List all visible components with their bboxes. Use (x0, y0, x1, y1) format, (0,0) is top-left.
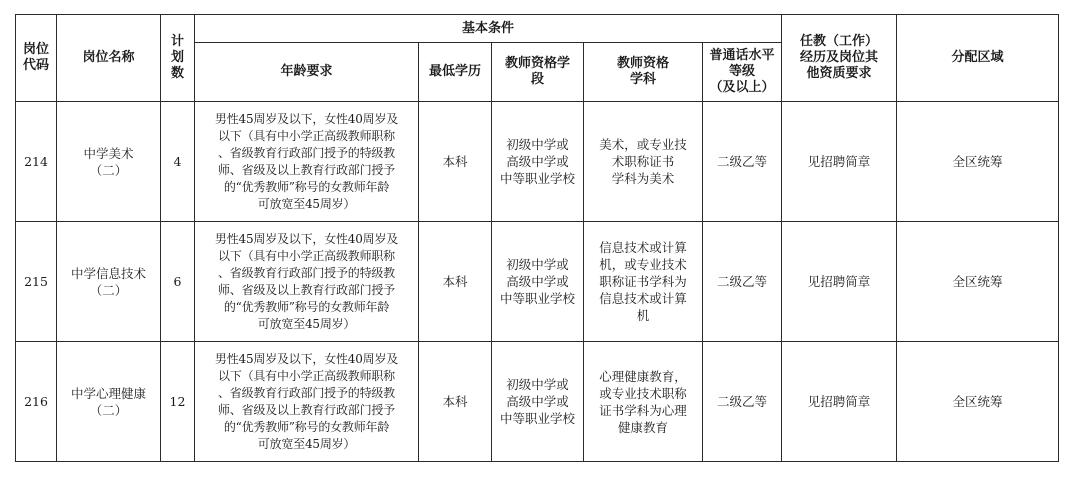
header-cert-stage: 教师资格学 段 (492, 43, 584, 102)
cell-count: 4 (161, 102, 195, 222)
header-basic-conditions: 基本条件 (195, 15, 782, 43)
cell-count: 6 (161, 222, 195, 342)
header-age: 年龄要求 (195, 43, 419, 102)
cell-name: 中学美术 （二） (57, 102, 161, 222)
cell-name: 中学心理健康 （二） (57, 342, 161, 462)
cell-edu: 本科 (419, 102, 492, 222)
table-row (16, 222, 1059, 342)
header-cert-subject: 教师资格 学科 (584, 43, 703, 102)
table-row (16, 342, 1059, 462)
cell-mandarin: 二级乙等 (703, 222, 782, 342)
cell-experience: 见招聘简章 (782, 342, 897, 462)
cell-age: 男性45周岁及以下，女性40周岁及 以下（具有中小学正高级教师职称 、省级教育行政部门授予的特级教 师、省级及以上教育行政部门授予 的“优秀教师”称号的女教师年龄 可放宽至45周岁） (195, 102, 419, 222)
cell-cert-stage: 初级中学或 高级中学或 中等职业学校 (492, 342, 584, 462)
cell-experience: 见招聘简章 (782, 102, 897, 222)
header-edu: 最低学历 (419, 43, 492, 102)
header-mandarin: 普通话水平 等级 （及以上） (703, 43, 782, 102)
header-name: 岗位名称 (57, 15, 161, 102)
cell-name: 中学信息技术 （二） (57, 222, 161, 342)
cell-cert-stage: 初级中学或 高级中学或 中等职业学校 (492, 102, 584, 222)
cell-region: 全区统筹 (897, 222, 1059, 342)
cell-age: 男性45周岁及以下，女性40周岁及 以下（具有中小学正高级教师职称 、省级教育行政部门授予的特级教 师、省级及以上教育行政部门授予 的“优秀教师”称号的女教师年龄 可放宽至45周岁） (195, 342, 419, 462)
cell-code: 216 (16, 342, 57, 462)
header-row-1 (16, 15, 1059, 43)
header-experience: 任教（工作） 经历及岗位其 他资质要求 (782, 15, 897, 102)
cell-code: 214 (16, 102, 57, 222)
cell-cert-stage: 初级中学或 高级中学或 中等职业学校 (492, 222, 584, 342)
cell-cert-subject: 美术，或专业技 术职称证书 学科为美术 (584, 102, 703, 222)
cell-edu: 本科 (419, 342, 492, 462)
header-region: 分配区域 (897, 15, 1059, 102)
cell-code: 215 (16, 222, 57, 342)
header-count: 计 划 数 (161, 15, 195, 102)
cell-cert-subject: 心理健康教育， 或专业技术职称 证书学科为心理 健康教育 (584, 342, 703, 462)
cell-edu: 本科 (419, 222, 492, 342)
table-row (16, 102, 1059, 222)
cell-mandarin: 二级乙等 (703, 102, 782, 222)
cell-region: 全区统筹 (897, 102, 1059, 222)
cell-experience: 见招聘简章 (782, 222, 897, 342)
cell-region: 全区统筹 (897, 342, 1059, 462)
cell-cert-subject: 信息技术或计算 机，或专业技术 职称证书学科为 信息技术或计算 机 (584, 222, 703, 342)
cell-count: 12 (161, 342, 195, 462)
cell-mandarin: 二级乙等 (703, 342, 782, 462)
header-code: 岗位 代码 (16, 15, 57, 102)
job-positions-table (15, 14, 1059, 462)
cell-age: 男性45周岁及以下，女性40周岁及 以下（具有中小学正高级教师职称 、省级教育行政部门授予的特级教 师、省级及以上教育行政部门授予 的“优秀教师”称号的女教师年龄 可放宽至45周岁） (195, 222, 419, 342)
